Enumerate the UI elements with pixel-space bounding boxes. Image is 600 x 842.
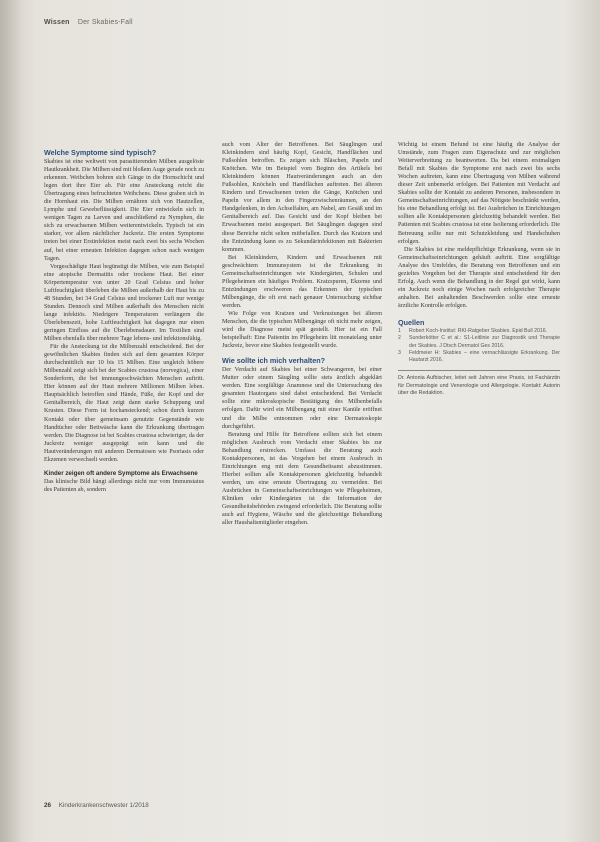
text-column-1 <box>44 148 204 494</box>
paragraph: Vorgeschädigte Haut begünstigt die Milben, wie zum Beispiel eine atopische Dermatitis oder trockene Haut. Bei einer Körpertemperatur von unter 20 Grad Celsius und hoher Luftfeuchtigkeit überleben die Milben außerhalb der Haut bis zu 48 Stunden, bei 34 Grad Celsius und trockener Luft nur wenige Stunden. Dennoch sind Milben außerhalb des Menschen nicht lange infektiös. Niedrigere Temperaturen verlängern die Überlebenszeit, hohe Luftfeuchtigkeit hat dagegen nur einen geringen Einfluss auf die Überlebensdauer. Im Textilien sind Milben ebenfalls über mehrere Tage lebens- und infektionsfähig. <box>44 263 204 343</box>
paragraph: Bei Kleinkindern, Kindern und Erwachsenen mit geschwächtem Immunsystem ist die Erkrankung in Gemeinschaftseinrichtungen wie Kindergärten, Schulen und Pflegeheimen ein häufiges Problem. Kratzspuren, Ekzeme und Entzündungen erschweren das Erkennen der typischen Milbengänge, die oft erst nach genauer Untersuchung sichtbar werden. <box>222 254 382 309</box>
source-item <box>398 335 560 350</box>
paragraph: Wichtig ist einem Befund ist eine häufig die Analyse der Umstände, zum Fragen zum Eigenschutz und zur möglichen Weiterverbreitung zu beantworten. Da bei einem erstmaligen Befall mit Skabies die Symptome erst nach zwei bis sechs Wochen auftreten, kann eine Übertragung von Milben während dieser Zeit unbemerkt erfolgen. Bei Patienten mit Verdacht auf Skabies sollte der Kontakt zu anderen Personen, insbesondere in Gemeinschaftseinrichtungen, auf das Nötigste beschränkt werden, bis eine Behandlung erfolgt ist. Bei Ausbrüchen in Einrichtungen sollten alle Kontaktpersonen gleichzeitig behandelt werden. Bei Patienten mit Scabies crustosa ist eine Isolierung erforderlich. Die Betreuung sollte nur mit Schutzkleidung und Handschuhen erfolgen. <box>398 142 560 245</box>
source-number: 1 <box>398 327 401 334</box>
page-footer <box>44 802 149 809</box>
text-column-2 <box>222 141 382 527</box>
paragraph: Der Verdacht auf Skabies bei einer Schwangeren, bei einer Mutter oder einem Säugling sollte stets ärztlich abgeklärt werden. Eine sorgfältige Anamnese und die Untersuchung des gesamten Hautorgans sind dabei entscheidend. Bei Verdacht sollte eine mikroskopische Bestätigung des Milbenbefalls erfolgen. Dafür wird ein Milbengang mit einer Kanüle eröffnet und die Milbe entnommen oder eine Dermatoskopie durchgeführt. <box>222 367 382 430</box>
source-text: Feldmeier H: Skabies – eine vernachlässigte Erkrankung. Der Hautarzt 2016. <box>409 349 560 364</box>
page-number: 26 <box>44 802 52 809</box>
paragraph: Die Skabies ist eine meldepflichtige Erkrankung, wenn sie in Gemeinschaftseinrichtungen gehäuft auftritt. Eine sorgfältige Analyse des Umfeldes, die Beratung von Betroffenen und ein gezieltes Vorgehen bei der Therapie sind entscheidend für den Erfolg. Auch wenn die Behandlung in der Regel gut wirkt, kann ein Juckreiz noch einige Wochen nach erfolgreicher Therapie anhalten. Bei anhaltenden Beschwerden sollte eine erneute ärztliche Kontrolle erfolgen. <box>398 246 560 309</box>
heading-symptoms: Welche Symptome sind typisch? <box>44 148 157 157</box>
paragraph: auch vom Alter der Betroffenen. Bei Säuglingen und Kleinkindern sind häufig Kopf, Gesicht, Handflächen und Fußsohlen betroffen. Es zeigen sich Bläschen, Papeln und Knötchen. Wie im Beispiel vom Beginn des Artikels bei Kleinkindern können Hautveränderungen auch an den Fußsohlen, Knöcheln und Handflächen auftreten. Bei älteren Kindern und Erwachsenen treten die Gänge, Knötchen und Papeln vor allem in den Fingerzwischenräumen, an den Handgelenken, in den Achselfalten, am Nabel, am Gesäß und im Genitalbereich auf. Das Gesicht und der Kopf bleiben bei Erwachsenen meist ausgespart. Bei Säuglingen dagegen sind diese Bereiche nicht selten mitbefallen. Durch das Kratzen und die Entzündung kann es zu Sekundärinfektionen mit Bakterien kommen. <box>222 142 382 253</box>
header-subtitle: Der Skabies-Fall <box>77 19 133 26</box>
divider <box>398 370 560 371</box>
paragraph: Wie Folge von Kratzen und Verkrustungen bei älteren Menschen, die die typischen Milbengänge oft nicht mehr zeigen, wird die Diagnose meist spät gestellt. Hier ist ein Fall beispielhaft: Eine Patientin im Pflegeheim litt monatelang unter Juckreiz, bevor eine Skabies festgestellt wurde. <box>222 310 382 350</box>
sources-section <box>398 318 560 364</box>
source-number: 3 <box>398 349 401 356</box>
author-bio: Dr. Antonia Aufbischer, leitet seit Jahren eine Praxis, ist Fachärztin für Dermatologie und Venerologie und Allergologie. Kontakt: Autorin über die Redaktion. <box>398 375 560 397</box>
source-item <box>398 350 560 365</box>
source-item <box>398 328 560 335</box>
running-header <box>44 19 133 26</box>
paragraph: Für die Ansteckung ist die Milbenzahl entscheidend. Bei der gewöhnlichen Skabies finden sich auf dem gesamten Körper durchschnittlich nur 10 bis 15 Milben. Eine ungleich höhere Milbenzahl zeigt sich bei der Scabies crustosa (norvegica), einer Sonderform, die bei immungeschwächten Menschen auftritt. Hier können auf der Haut mehrere Millionen Milben leben. Hauptsächlich betroffen sind Hände, Füße, der Kopf und der Genitalbereich, die Haut zeigt dann starke Schuppung und Krusten. Diese Form ist hochansteckend; schon durch kurzen Kontakt oder über gemeinsam genutzte Gegenstände wie Handtücher oder Bettwäsche kann die Erkrankung übertragen werden. Die Diagnose ist bei Scabies crustosa schwieriger, da der Juckreiz weniger ausgeprägt sein kann und die Hautveränderungen mit anderen Dermatosen wie Psoriasis oder Ekzemen verwechselt werden. <box>44 344 205 463</box>
page-gutter-shadow <box>0 0 22 842</box>
paragraph: Das klinische Bild hängt allerdings nicht nur vom Immunstatus des Patienten ab, sondern <box>44 478 204 494</box>
section-label: Wissen <box>44 19 70 26</box>
source-text: Robert Koch-Institut: RKI-Ratgeber Skabies. Epid Bull 2016. <box>409 327 548 334</box>
paragraph: Skabies ist eine weltweit von parasitierenden Milben ausgelöste Hautkrankheit. Die Milben sind mit bloßem Auge gerade noch zu erkennen. Weibchen bohren sich Gänge in die Hornschicht und legen dort ihre Eier ab. Für eine Ansteckung reicht die Übertragung eines befruchteten Weibchens. Diese graben sich in die Hornhaut ein. Die Milben ernähren sich von Hautzellen, Lymphe und Gewebeflüssigkeit. Die Eier entwickeln sich in wenigen Tagen zu Larven und anschließend zu Nymphen, die sich zu erwachsenen Milben weiterentwickeln. Typisch ist ein starker, vor allem nächtlicher Juckreiz. Die ersten Symptome treten bei einer Erstinfektion meist nach zwei bis sechs Wochen auf, bei einer erneuten Infektion dagegen schon nach wenigen Tagen. <box>44 159 204 262</box>
source-text: Sunderkötter C et al.: S1-Leitlinie zur Diagnostik und Therapie der Skabies. J Dtsch Dermatol Ges 2016. <box>409 335 560 349</box>
heading-behaviour: Wie sollte ich mich verhalten? <box>222 356 325 366</box>
heading-children: Kinder zeigen oft andere Symptome als Erwachsene <box>44 469 198 477</box>
heading-sources: Quellen <box>398 317 425 327</box>
paragraph: Beratung und Hilfe für Betroffene sollten sich bei einem möglichen Ausbruch vom Verdacht einer Skabies bis zur Behandlung erstrecken. Umfasst die Beratung auch Kontaktpersonen, ist das Vorgehen bei einem Ausbruch in Einrichtungen eng mit dem Gesundheitsamt abzustimmen. Hierbei sollten alle Kontaktpersonen gleichzeitig behandelt werden, um eine erneute Übertragung zu vermeiden. Bei Ausbrüchen in Gemeinschaftseinrichtungen wie Pflegeheimen, Kliniken oder Kindergärten ist die Information der Gesundheitsbehörden zwingend erforderlich. Die Beratung sollte auch auf Hygiene, Wäsche und die gleichzeitige Behandlung aller Haushaltsmitglieder eingehen. <box>222 431 382 527</box>
source-number: 2 <box>398 335 401 342</box>
magazine-name: Kinderkrankenschwester 1/2018 <box>58 802 149 809</box>
text-column-3 <box>398 141 560 398</box>
